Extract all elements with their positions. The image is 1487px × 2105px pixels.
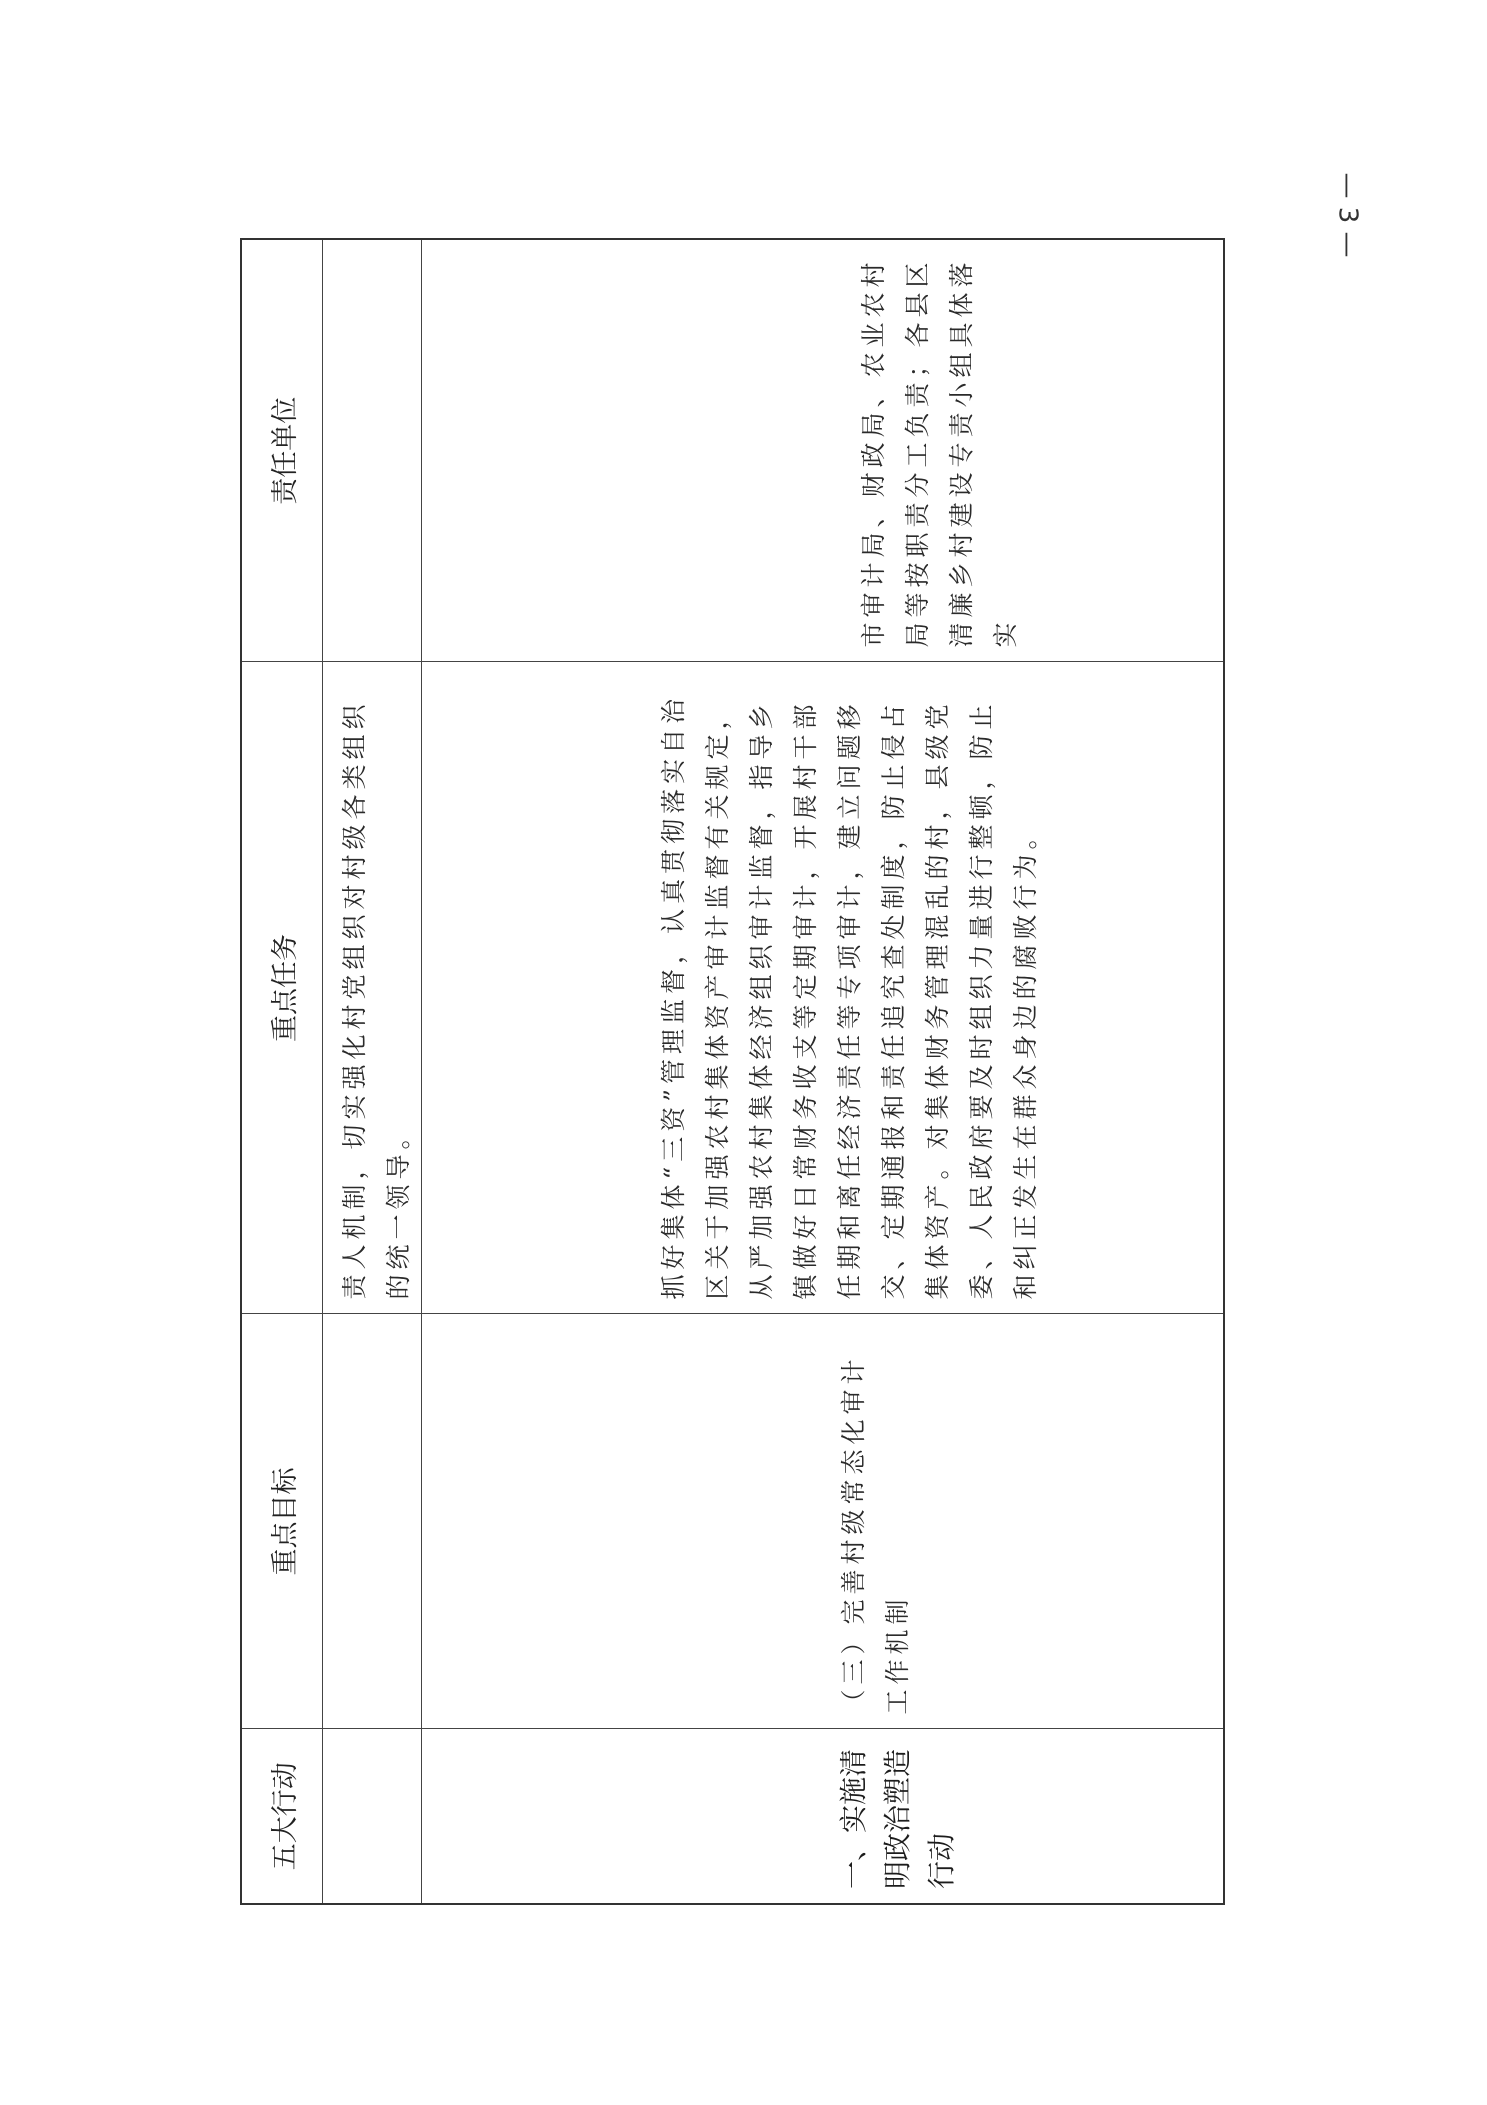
cell-action-empty <box>323 1729 422 1904</box>
task-text: 抓好集体“三资”管理监督，认真贯彻落实自治区关于加强农村集体资产审计监督有关规定，从严加强农村集体经济组织审计监督，指导乡镇做好日常财务收支等定期审计，开展村干部任期和离任经济责任等专项审计，建立问题移交、定期通报和责任追究查处制度，防止侵占集体资产。对集体财务管理混乱的村，县级党委、人民政府要及时组织力量进行整顿，防止和纠正发生在群众身边的腐败行为。 <box>659 693 1040 1300</box>
action-text: 一、实施清明政治塑造行动 <box>837 1748 958 1889</box>
cell-unit <box>422 239 1225 662</box>
task-continued-text: 责人机制，切实强化村党组织对村级各类组织的统一领导。 <box>340 699 413 1300</box>
unit-text: 市审计局、财政局、农业农村局等按职责分工负责；各县区清廉乡村建设专责小组具体落实 <box>859 257 1020 648</box>
cell-unit-empty <box>323 239 422 662</box>
goal-text: （三）完善村级常态化审计工作机制 <box>839 1354 912 1715</box>
page-number: — 3 — <box>1333 172 1364 258</box>
table-header-row <box>241 239 323 1904</box>
header-action: 五大行动 <box>241 1729 323 1904</box>
tasks-table <box>240 238 1225 1905</box>
rotated-table-sheet <box>240 240 1225 1905</box>
table-row <box>422 239 1225 1904</box>
cell-goal <box>422 1314 1225 1729</box>
cell-task-continued <box>323 662 422 1314</box>
header-unit: 责任单位 <box>241 239 323 662</box>
header-goal: 重点目标 <box>241 1314 323 1729</box>
cell-task <box>422 662 1225 1314</box>
header-task: 重点任务 <box>241 662 323 1314</box>
cell-goal-empty <box>323 1314 422 1729</box>
table-row-continued <box>323 239 422 1904</box>
cell-action <box>422 1729 1225 1904</box>
